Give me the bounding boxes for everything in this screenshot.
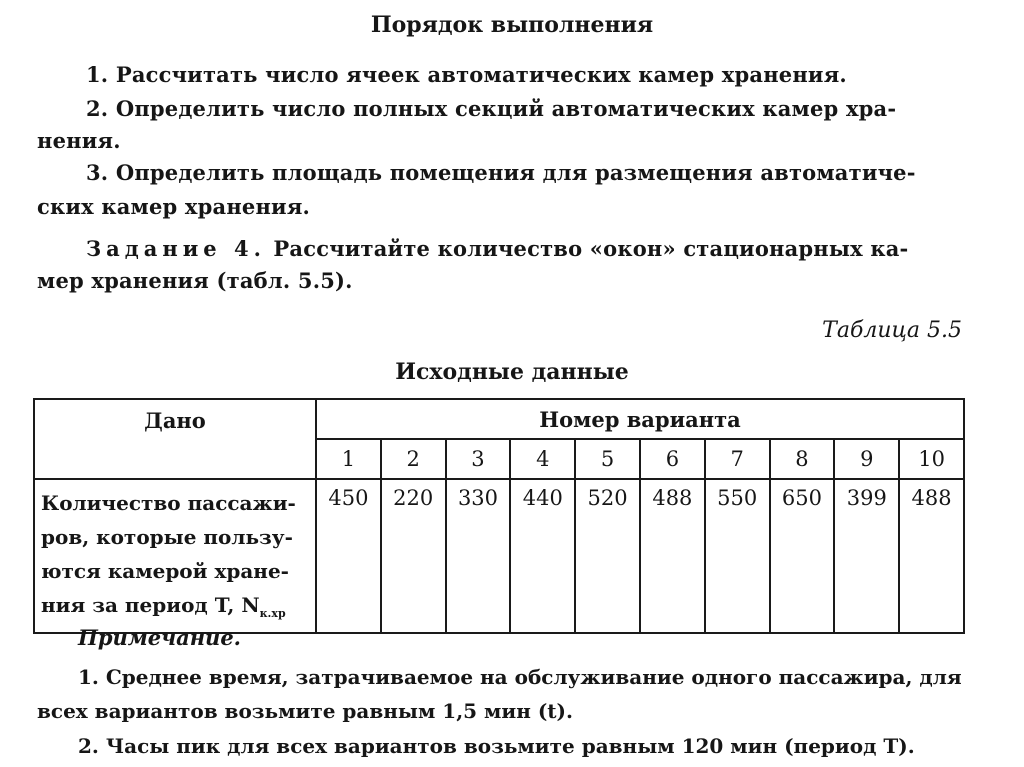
- variant-number: 6: [640, 439, 705, 479]
- task-line2: мер хранения (табл. 5.5).: [37, 268, 353, 293]
- table-cell-value: 488: [640, 479, 705, 633]
- variant-number: 1: [316, 439, 381, 479]
- step-2-line2: нения.: [37, 128, 121, 153]
- note-line-1: 1. Среднее время, затрачиваемое на обслуживание одного пассажира, для: [78, 665, 962, 689]
- variant-number: 10: [899, 439, 964, 479]
- table-cell-value: 220: [381, 479, 446, 633]
- row-label-line: ров, которые пользу-: [41, 525, 293, 549]
- note-heading: Примечание.: [78, 625, 241, 650]
- table-header-row: [34, 399, 964, 439]
- table-cell-value: 520: [575, 479, 640, 633]
- variant-number: 4: [510, 439, 575, 479]
- row-label-text: ния за период T, N: [41, 593, 260, 617]
- table-cell-value: 488: [899, 479, 964, 633]
- task-line1: [86, 236, 908, 261]
- section-heading: Порядок выполнения: [370, 12, 654, 38]
- variant-number: 5: [575, 439, 640, 479]
- variant-number: 8: [770, 439, 835, 479]
- step-3-line2: ских камер хранения.: [37, 194, 311, 219]
- header-variant: Номер варианта: [316, 399, 964, 439]
- variant-number: 9: [834, 439, 899, 479]
- variant-number: 3: [446, 439, 511, 479]
- step-1: 1. Рассчитать число ячеек автоматических камер хранения.: [86, 62, 847, 87]
- note-line-2: всех вариантов возьмите равным 1,5 мин (t).: [37, 699, 573, 723]
- table-title: Исходные данные: [395, 359, 629, 385]
- table-cell-value: 450: [316, 479, 381, 633]
- row-label-line: ются камерой хране-: [41, 559, 289, 583]
- table-cell-value: 440: [510, 479, 575, 633]
- variant-number: 7: [705, 439, 770, 479]
- task-label: Задание 4.: [86, 236, 266, 261]
- table-cell-value: 399: [834, 479, 899, 633]
- task-text-1: Рассчитайте количество «окон» стационарных ка-: [273, 236, 909, 261]
- table-cell-value: 550: [705, 479, 770, 633]
- row-label: [34, 479, 316, 633]
- step-2-line1: 2. Определить число полных секций автоматических камер хра-: [86, 96, 897, 121]
- table-cell-value: 650: [770, 479, 835, 633]
- row-label-subscript: к.хр: [259, 607, 286, 620]
- data-table: [33, 398, 965, 634]
- table-caption: Таблица 5.5: [822, 318, 962, 343]
- table-cell-value: 330: [446, 479, 511, 633]
- header-given: Дано: [34, 399, 316, 479]
- variant-number: 2: [381, 439, 446, 479]
- table-data-row: [34, 479, 964, 633]
- note-line-3: 2. Часы пик для всех вариантов возьмите равным 120 мин (период T).: [78, 734, 915, 758]
- step-3-line1: 3. Определить площадь помещения для размещения автоматиче-: [86, 160, 916, 185]
- row-label-line: Количество пассажи-: [41, 491, 296, 515]
